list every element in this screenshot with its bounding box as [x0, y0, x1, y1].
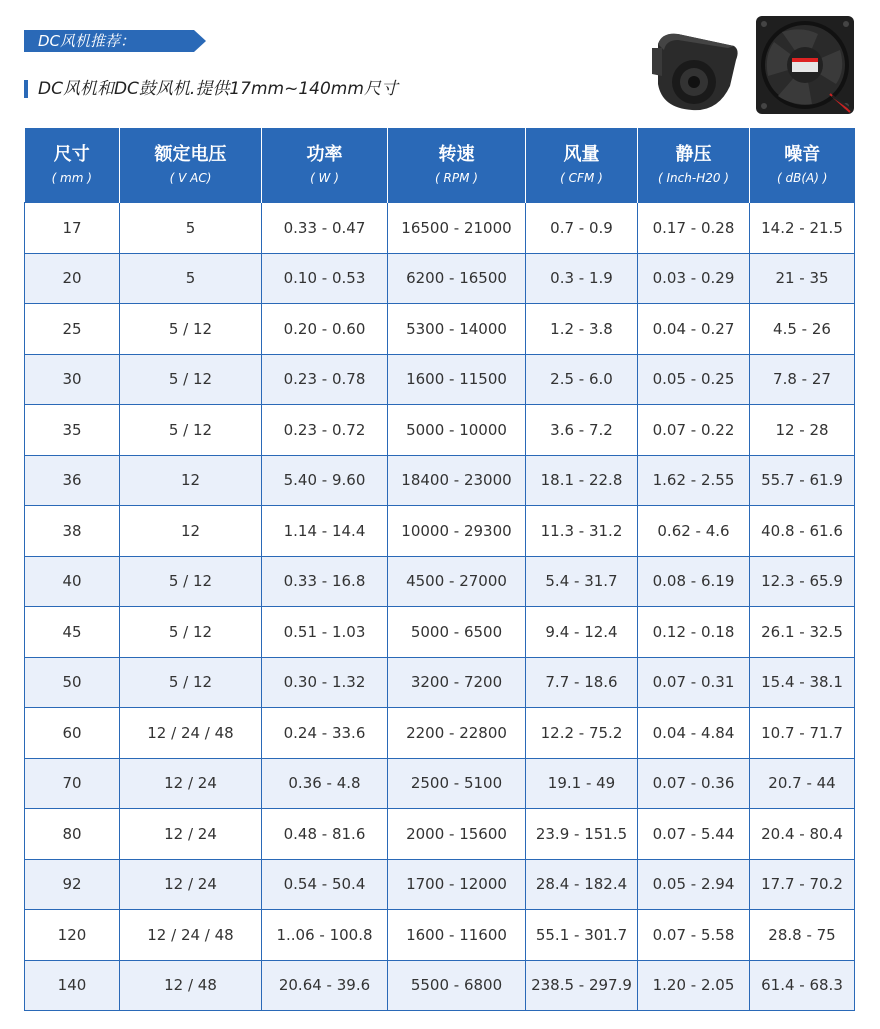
cell-size: 45 — [25, 607, 120, 658]
cell-speed: 10000 - 29300 — [388, 506, 526, 557]
cell-power: 0.33 - 16.8 — [262, 556, 388, 607]
cell-size: 40 — [25, 556, 120, 607]
column-header-size: 尺寸 ( mm ) — [25, 128, 120, 203]
cell-speed: 4500 - 27000 — [388, 556, 526, 607]
cell-power: 0.23 - 0.78 — [262, 354, 388, 405]
cell-static-pressure: 0.17 - 0.28 — [638, 203, 750, 254]
cell-static-pressure: 0.04 - 4.84 — [638, 708, 750, 759]
cell-noise: 20.7 - 44 — [750, 758, 855, 809]
cell-speed: 2500 - 5100 — [388, 758, 526, 809]
cell-power: 1..06 - 100.8 — [262, 910, 388, 961]
cell-speed: 5000 - 10000 — [388, 405, 526, 456]
cell-speed: 16500 - 21000 — [388, 203, 526, 254]
cell-size: 35 — [25, 405, 120, 456]
table-row — [25, 354, 855, 405]
cell-size: 140 — [25, 960, 120, 1011]
cell-airflow: 238.5 - 297.9 — [526, 960, 638, 1011]
table-row — [25, 253, 855, 304]
cell-size: 25 — [25, 304, 120, 355]
cell-static-pressure: 0.03 - 0.29 — [638, 253, 750, 304]
section-subtitle: DC风机和DC鼓风机.提供17mm~140mm尺寸 — [24, 78, 398, 100]
cell-power: 0.48 - 81.6 — [262, 809, 388, 860]
cell-static-pressure: 0.07 - 0.31 — [638, 657, 750, 708]
cell-voltage: 12 — [120, 455, 262, 506]
cell-speed: 1700 - 12000 — [388, 859, 526, 910]
cell-noise: 20.4 - 80.4 — [750, 809, 855, 860]
cell-voltage: 12 / 24 — [120, 859, 262, 910]
cell-airflow: 23.9 - 151.5 — [526, 809, 638, 860]
cell-static-pressure: 0.04 - 0.27 — [638, 304, 750, 355]
cell-voltage: 5 — [120, 253, 262, 304]
cell-voltage: 5 / 12 — [120, 304, 262, 355]
cell-noise: 61.4 - 68.3 — [750, 960, 855, 1011]
cell-size: 17 — [25, 203, 120, 254]
cell-voltage: 12 — [120, 506, 262, 557]
column-header-airflow: 风量 ( CFM ) — [526, 128, 638, 203]
cell-power: 0.30 - 1.32 — [262, 657, 388, 708]
cell-noise: 4.5 - 26 — [750, 304, 855, 355]
table-row — [25, 657, 855, 708]
cell-airflow: 55.1 - 301.7 — [526, 910, 638, 961]
cell-airflow: 2.5 - 6.0 — [526, 354, 638, 405]
cell-static-pressure: 0.05 - 0.25 — [638, 354, 750, 405]
table-row — [25, 910, 855, 961]
cell-voltage: 12 / 24 / 48 — [120, 910, 262, 961]
cell-speed: 18400 - 23000 — [388, 455, 526, 506]
table-row — [25, 455, 855, 506]
table-header-row — [25, 128, 855, 203]
cell-speed: 5000 - 6500 — [388, 607, 526, 658]
cell-airflow: 18.1 - 22.8 — [526, 455, 638, 506]
cell-noise: 26.1 - 32.5 — [750, 607, 855, 658]
section-tag: DC风机推荐： — [24, 30, 194, 52]
cell-static-pressure: 0.07 - 0.36 — [638, 758, 750, 809]
table-row — [25, 809, 855, 860]
cell-airflow: 19.1 - 49 — [526, 758, 638, 809]
cell-static-pressure: 0.08 - 6.19 — [638, 556, 750, 607]
cell-noise: 7.8 - 27 — [750, 354, 855, 405]
cell-size: 30 — [25, 354, 120, 405]
cell-power: 0.24 - 33.6 — [262, 708, 388, 759]
cell-airflow: 9.4 - 12.4 — [526, 607, 638, 658]
cell-power: 20.64 - 39.6 — [262, 960, 388, 1011]
cell-speed: 5300 - 14000 — [388, 304, 526, 355]
cell-static-pressure: 0.07 - 0.22 — [638, 405, 750, 456]
cell-speed: 1600 - 11500 — [388, 354, 526, 405]
cell-voltage: 5 / 12 — [120, 657, 262, 708]
cell-speed: 2000 - 15600 — [388, 809, 526, 860]
table-row — [25, 758, 855, 809]
cell-voltage: 5 / 12 — [120, 556, 262, 607]
cell-static-pressure: 0.05 - 2.94 — [638, 859, 750, 910]
cell-size: 92 — [25, 859, 120, 910]
table-row — [25, 405, 855, 456]
cell-voltage: 5 / 12 — [120, 607, 262, 658]
cell-voltage: 12 / 24 / 48 — [120, 708, 262, 759]
cell-size: 36 — [25, 455, 120, 506]
cell-noise: 17.7 - 70.2 — [750, 859, 855, 910]
cell-noise: 14.2 - 21.5 — [750, 203, 855, 254]
table-row — [25, 859, 855, 910]
cell-power: 0.23 - 0.72 — [262, 405, 388, 456]
cell-size: 80 — [25, 809, 120, 860]
axial-fan-icon — [752, 12, 858, 118]
table-row — [25, 708, 855, 759]
cell-power: 5.40 - 9.60 — [262, 455, 388, 506]
cell-speed: 3200 - 7200 — [388, 657, 526, 708]
cell-size: 120 — [25, 910, 120, 961]
cell-noise: 10.7 - 71.7 — [750, 708, 855, 759]
cell-size: 60 — [25, 708, 120, 759]
cell-static-pressure: 0.12 - 0.18 — [638, 607, 750, 658]
table-row — [25, 304, 855, 355]
cell-power: 0.20 - 0.60 — [262, 304, 388, 355]
cell-airflow: 1.2 - 3.8 — [526, 304, 638, 355]
cell-airflow: 3.6 - 7.2 — [526, 405, 638, 456]
table-row — [25, 960, 855, 1011]
cell-airflow: 28.4 - 182.4 — [526, 859, 638, 910]
column-header-power: 功率 ( W ) — [262, 128, 388, 203]
cell-power: 1.14 - 14.4 — [262, 506, 388, 557]
cell-voltage: 5 / 12 — [120, 405, 262, 456]
cell-noise: 21 - 35 — [750, 253, 855, 304]
cell-noise: 15.4 - 38.1 — [750, 657, 855, 708]
table-body — [25, 203, 855, 1011]
cell-airflow: 5.4 - 31.7 — [526, 556, 638, 607]
cell-power: 0.33 - 0.47 — [262, 203, 388, 254]
cell-airflow: 12.2 - 75.2 — [526, 708, 638, 759]
cell-power: 0.51 - 1.03 — [262, 607, 388, 658]
cell-power: 0.36 - 4.8 — [262, 758, 388, 809]
fan-spec-table — [24, 128, 855, 1011]
table-row — [25, 506, 855, 557]
cell-static-pressure: 0.62 - 4.6 — [638, 506, 750, 557]
column-header-noise: 噪音 ( dB(A) ) — [750, 128, 855, 203]
cell-size: 50 — [25, 657, 120, 708]
cell-power: 0.54 - 50.4 — [262, 859, 388, 910]
cell-static-pressure: 0.07 - 5.44 — [638, 809, 750, 860]
cell-noise: 28.8 - 75 — [750, 910, 855, 961]
cell-voltage: 12 / 24 — [120, 809, 262, 860]
cell-noise: 55.7 - 61.9 — [750, 455, 855, 506]
cell-airflow: 7.7 - 18.6 — [526, 657, 638, 708]
cell-noise: 12.3 - 65.9 — [750, 556, 855, 607]
cell-size: 38 — [25, 506, 120, 557]
cell-power: 0.10 - 0.53 — [262, 253, 388, 304]
table-row — [25, 556, 855, 607]
cell-speed: 2200 - 22800 — [388, 708, 526, 759]
cell-static-pressure: 0.07 - 5.58 — [638, 910, 750, 961]
cell-airflow: 11.3 - 31.2 — [526, 506, 638, 557]
table-row — [25, 607, 855, 658]
column-header-voltage: 额定电压 ( V AC) — [120, 128, 262, 203]
cell-airflow: 0.3 - 1.9 — [526, 253, 638, 304]
column-header-static-pressure: 静压 ( Inch-H20 ) — [638, 128, 750, 203]
cell-voltage: 12 / 48 — [120, 960, 262, 1011]
cell-airflow: 0.7 - 0.9 — [526, 203, 638, 254]
cell-voltage: 12 / 24 — [120, 758, 262, 809]
cell-size: 70 — [25, 758, 120, 809]
cell-size: 20 — [25, 253, 120, 304]
cell-static-pressure: 1.62 - 2.55 — [638, 455, 750, 506]
column-header-speed: 转速 ( RPM ) — [388, 128, 526, 203]
cell-voltage: 5 — [120, 203, 262, 254]
blower-fan-icon — [648, 26, 744, 116]
cell-noise: 40.8 - 61.6 — [750, 506, 855, 557]
cell-speed: 1600 - 11600 — [388, 910, 526, 961]
table-row — [25, 203, 855, 254]
cell-voltage: 5 / 12 — [120, 354, 262, 405]
cell-speed: 6200 - 16500 — [388, 253, 526, 304]
cell-static-pressure: 1.20 - 2.05 — [638, 960, 750, 1011]
cell-speed: 5500 - 6800 — [388, 960, 526, 1011]
cell-noise: 12 - 28 — [750, 405, 855, 456]
